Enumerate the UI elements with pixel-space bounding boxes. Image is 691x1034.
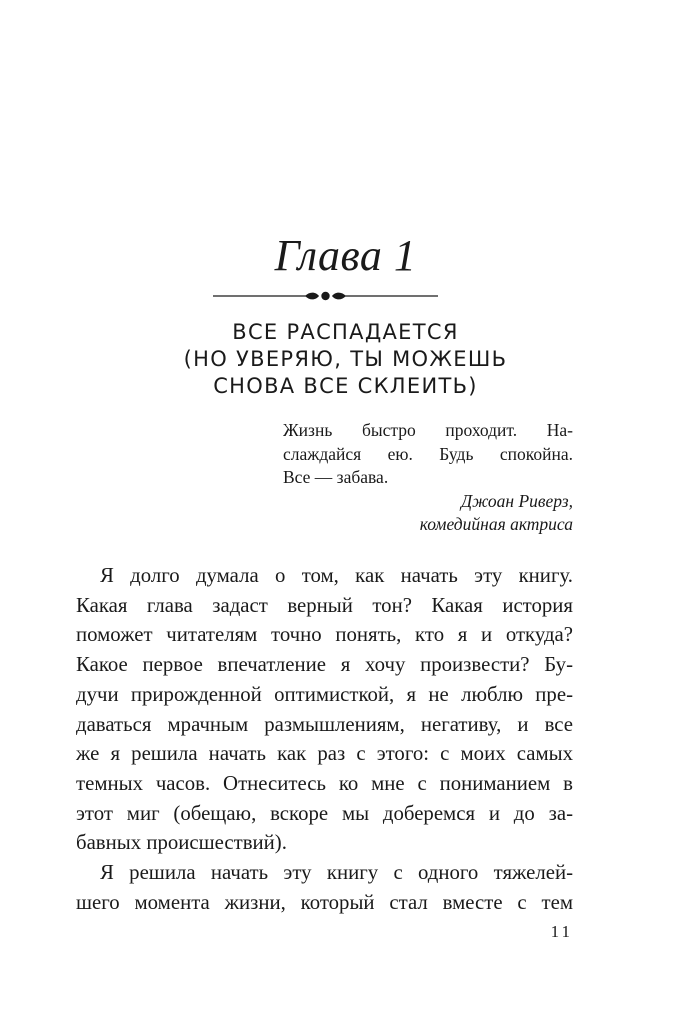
paragraph-line: дучи прирожденной оптимисткой, я не люблю пре-	[76, 682, 573, 706]
epigraph-author: Джоан Риверз,	[460, 490, 573, 511]
paragraph-line: Я долго думала о том, как начать эту книгу.	[100, 564, 573, 587]
subtitle-line: СНОВА ВСЕ СКЛЕИТЬ)	[213, 374, 478, 398]
body-text	[76, 561, 573, 917]
paragraph-line: Я решила начать эту книгу с одного тяжелей-	[100, 861, 573, 885]
epigraph-author-role: комедийная актриса	[419, 514, 573, 534]
chapter-subtitle	[0, 319, 691, 400]
paragraph-line: бавных происшествий).	[76, 831, 287, 855]
page-number: 11	[550, 922, 573, 941]
subtitle-line: (НО УВЕРЯЮ, ТЫ МОЖЕШЬ	[183, 347, 508, 371]
ornament-center-dot	[321, 292, 329, 300]
epigraph-line: Все — забава.	[283, 467, 389, 487]
paragraph-line: Какое первое впечатление я хочу произвести? Бу-	[76, 653, 573, 677]
ornament-divider	[213, 288, 438, 304]
epigraph-line: Жизнь быстро проходит. На-	[283, 420, 573, 440]
epigraph-line: слаждайся ею. Будь спокойна.	[283, 443, 573, 464]
paragraph-line: Какая глава задаст верный тон? Какая история	[76, 593, 573, 617]
paragraph-line: шего момента жизни, который стал вместе с тем	[76, 890, 573, 914]
ornament-leaf-right	[332, 293, 346, 300]
paragraph-line: этот миг (обещаю, вскоре мы доберемся и до за-	[76, 801, 573, 825]
chapter-title: Глава 1	[274, 231, 417, 280]
paragraph-line: же я решила начать как раз с этого: с моих самых	[76, 742, 573, 766]
subtitle-line: ВСЕ РАСПАДАЕТСЯ	[232, 320, 459, 344]
paragraph-line: темных часов. Отнеситесь ко мне с пониманием в	[76, 771, 573, 795]
ornament-leaf-left	[305, 293, 319, 300]
paragraph-line: поможет читателям точно понять, кто я и откуда?	[76, 623, 573, 647]
paragraph-line: даваться мрачным размышлениям, негативу, и все	[76, 712, 573, 736]
epigraph	[283, 419, 573, 537]
